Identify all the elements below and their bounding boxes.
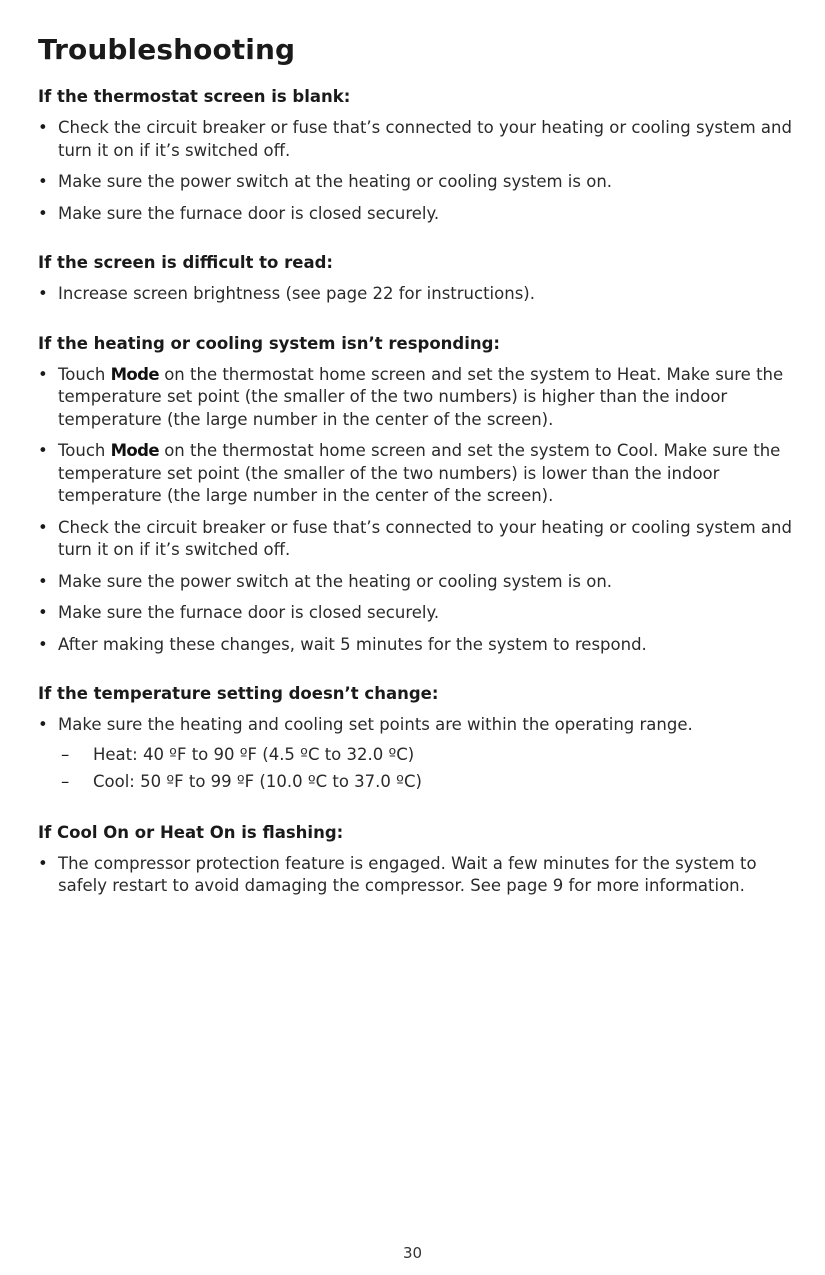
section-cool-heat-flashing xyxy=(38,822,798,898)
page-title: Troubleshooting xyxy=(38,33,296,66)
section-heading: If the heating or cooling system isn’t responding: xyxy=(38,333,501,353)
mode-button-label: Mode xyxy=(110,441,159,460)
item-text: Make sure the heating and cooling set points are within the operating range. xyxy=(58,715,693,734)
bullet-list xyxy=(38,853,798,898)
list-item: • The compressor protection feature is engaged. Wait a few minutes for the system to safely restart to avoid damaging the compressor. See page 9 for more information. xyxy=(38,853,798,898)
list-item xyxy=(38,364,798,432)
item-prefix: Touch xyxy=(58,364,111,384)
section-heading: If Cool On or Heat On is flashing: xyxy=(38,822,344,842)
document-page xyxy=(38,30,798,925)
item-text: on the thermostat home screen and set the system to Heat. Make sure the temperature set point (the smaller of the two numbers) is higher than the indoor temperature (the large number in the center of the screen). xyxy=(58,364,784,429)
page-number: 30 xyxy=(402,1244,423,1262)
bullet-list xyxy=(38,364,798,657)
list-item: • Make sure the furnace door is closed securely. xyxy=(38,602,798,625)
list-item: • Make sure the power switch at the heating or cooling system is on. xyxy=(38,171,798,194)
sub-list-item-cool-range: – Cool: 50 ºF to 99 ºF (10.0 ºC to 37.0 ºC) xyxy=(58,768,798,795)
section-heading: If the temperature setting doesn’t change: xyxy=(38,684,439,703)
list-item xyxy=(38,440,798,508)
section-heading: If the thermostat screen is blank: xyxy=(38,87,351,106)
sub-list xyxy=(58,741,798,795)
list-item: • Check the circuit breaker or fuse that’s connected to your heating or cooling system and turn it on if it’s switched off. xyxy=(38,117,798,162)
section-temperature-setting xyxy=(38,683,798,795)
item-text: on the thermostat home screen and set the system to Cool. Make sure the temperature set point (the smaller of the two numbers) is lower than the indoor temperature (the large number in the center of the screen). xyxy=(58,441,781,505)
list-item xyxy=(38,714,798,795)
bullet-list xyxy=(38,714,798,795)
section-screen-blank xyxy=(38,86,798,225)
item-prefix: Touch xyxy=(58,441,111,460)
bullet-list xyxy=(38,117,798,225)
section-system-not-responding xyxy=(38,333,798,657)
list-item: • Increase screen brightness (see page 22 for instructions). xyxy=(38,283,798,306)
section-heading: If the screen is difficult to read: xyxy=(38,253,333,272)
bullet-list xyxy=(38,283,798,306)
list-item: • After making these changes, wait 5 minutes for the system to respond. xyxy=(38,634,798,657)
mode-button-label: Mode xyxy=(110,364,159,384)
list-item: • Check the circuit breaker or fuse that’s connected to your heating or cooling system and turn it on if it’s switched off. xyxy=(38,517,798,562)
section-screen-difficult xyxy=(38,252,798,306)
list-item: • Make sure the furnace door is closed securely. xyxy=(38,203,798,226)
list-item: • Make sure the power switch at the heating or cooling system is on. xyxy=(38,571,798,594)
sub-list-item-heat-range: – Heat: 40 ºF to 90 ºF (4.5 ºC to 32.0 ºC) xyxy=(58,741,798,768)
